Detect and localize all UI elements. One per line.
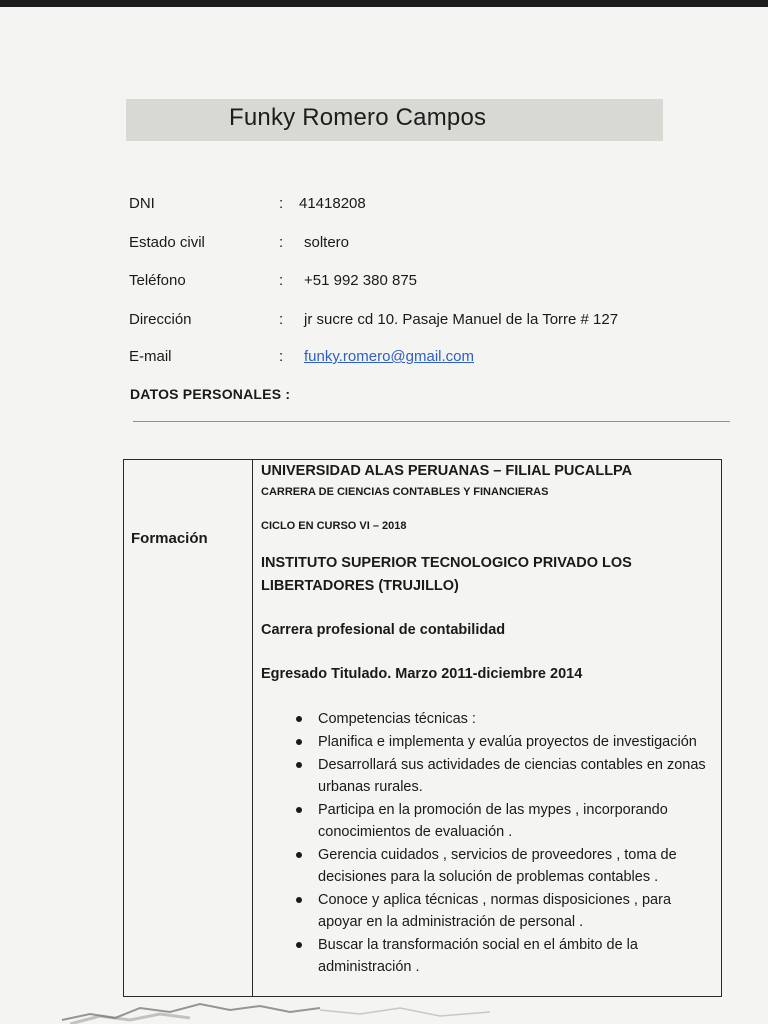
- full-name: Funky Romero Campos: [229, 104, 487, 131]
- list-item-text: Desarrollará sus actividades de ciencias contables en zonas urbanas rurales.: [318, 757, 706, 795]
- field-value: jr sucre cd 10. Pasaje Manuel de la Torre # 127: [304, 311, 619, 328]
- list-item: [296, 799, 716, 843]
- field-colon: :: [279, 195, 284, 212]
- bullet-icon: [296, 852, 302, 858]
- list-item: [296, 754, 716, 798]
- section-divider: [133, 421, 730, 422]
- graduation-info: Egresado Titulado. Marzo 2011-diciembre 2014: [261, 666, 583, 682]
- field-colon: :: [279, 348, 284, 365]
- institute-name-line1: INSTITUTO SUPERIOR TECNOLOGICO PRIVADO LOS: [261, 555, 632, 571]
- field-label: Estado civil: [129, 234, 205, 251]
- scan-top-edge: [0, 0, 768, 7]
- bullet-icon: [296, 739, 302, 745]
- table-column-divider: [252, 459, 253, 997]
- list-item-text: Competencias técnicas :: [318, 711, 476, 727]
- bullet-icon: [296, 716, 302, 722]
- list-item: [296, 731, 716, 753]
- list-item-text: Planifica e implementa y evalúa proyectos de investigación: [318, 734, 697, 750]
- list-item-text: Participa en la promoción de las mypes , incorporando conocimientos de evaluación .: [318, 802, 668, 840]
- list-item: [296, 934, 716, 978]
- institute-name-line2: LIBERTADORES (TRUJILLO): [261, 578, 459, 594]
- list-item-text: Buscar la transformación social en el ámbito de la administración .: [318, 937, 638, 975]
- formacion-label: Formación: [131, 530, 208, 547]
- field-value: soltero: [304, 234, 350, 251]
- list-item: [296, 844, 716, 888]
- list-item-text: Gerencia cuidados , servicios de proveedores , toma de decisiones para la solución de problemas contables .: [318, 847, 677, 885]
- bullet-icon: [296, 762, 302, 768]
- field-label: Teléfono: [129, 272, 186, 289]
- field-colon: :: [279, 311, 284, 328]
- field-label: E-mail: [129, 348, 172, 365]
- list-item: [296, 708, 716, 730]
- university-name: UNIVERSIDAD ALAS PERUANAS – FILIAL PUCALLPA: [261, 463, 633, 479]
- cycle-info: CICLO EN CURSO VI – 2018: [261, 520, 407, 532]
- email-link[interactable]: funky.romero@gmail.com: [304, 348, 474, 365]
- bullet-icon: [296, 807, 302, 813]
- field-value: 41418208: [299, 195, 366, 212]
- bullet-icon: [296, 897, 302, 903]
- field-label: DNI: [129, 195, 155, 212]
- list-item: [296, 889, 716, 933]
- field-label: Dirección: [129, 311, 192, 328]
- field-colon: :: [279, 272, 284, 289]
- scan-noise-marks: [60, 990, 500, 1024]
- bullet-icon: [296, 942, 302, 948]
- program-name: Carrera profesional de contabilidad: [261, 622, 506, 638]
- field-value: +51 992 380 875: [304, 272, 418, 289]
- competencies-list: [296, 708, 716, 979]
- list-item-text: Conoce y aplica técnicas , normas disposiciones , para apoyar en la administración de personal .: [318, 892, 672, 930]
- section-title-datos-personales: DATOS PERSONALES :: [130, 386, 291, 402]
- career-name: CARRERA DE CIENCIAS CONTABLES Y FINANCIERAS: [261, 486, 549, 498]
- field-colon: :: [279, 234, 284, 251]
